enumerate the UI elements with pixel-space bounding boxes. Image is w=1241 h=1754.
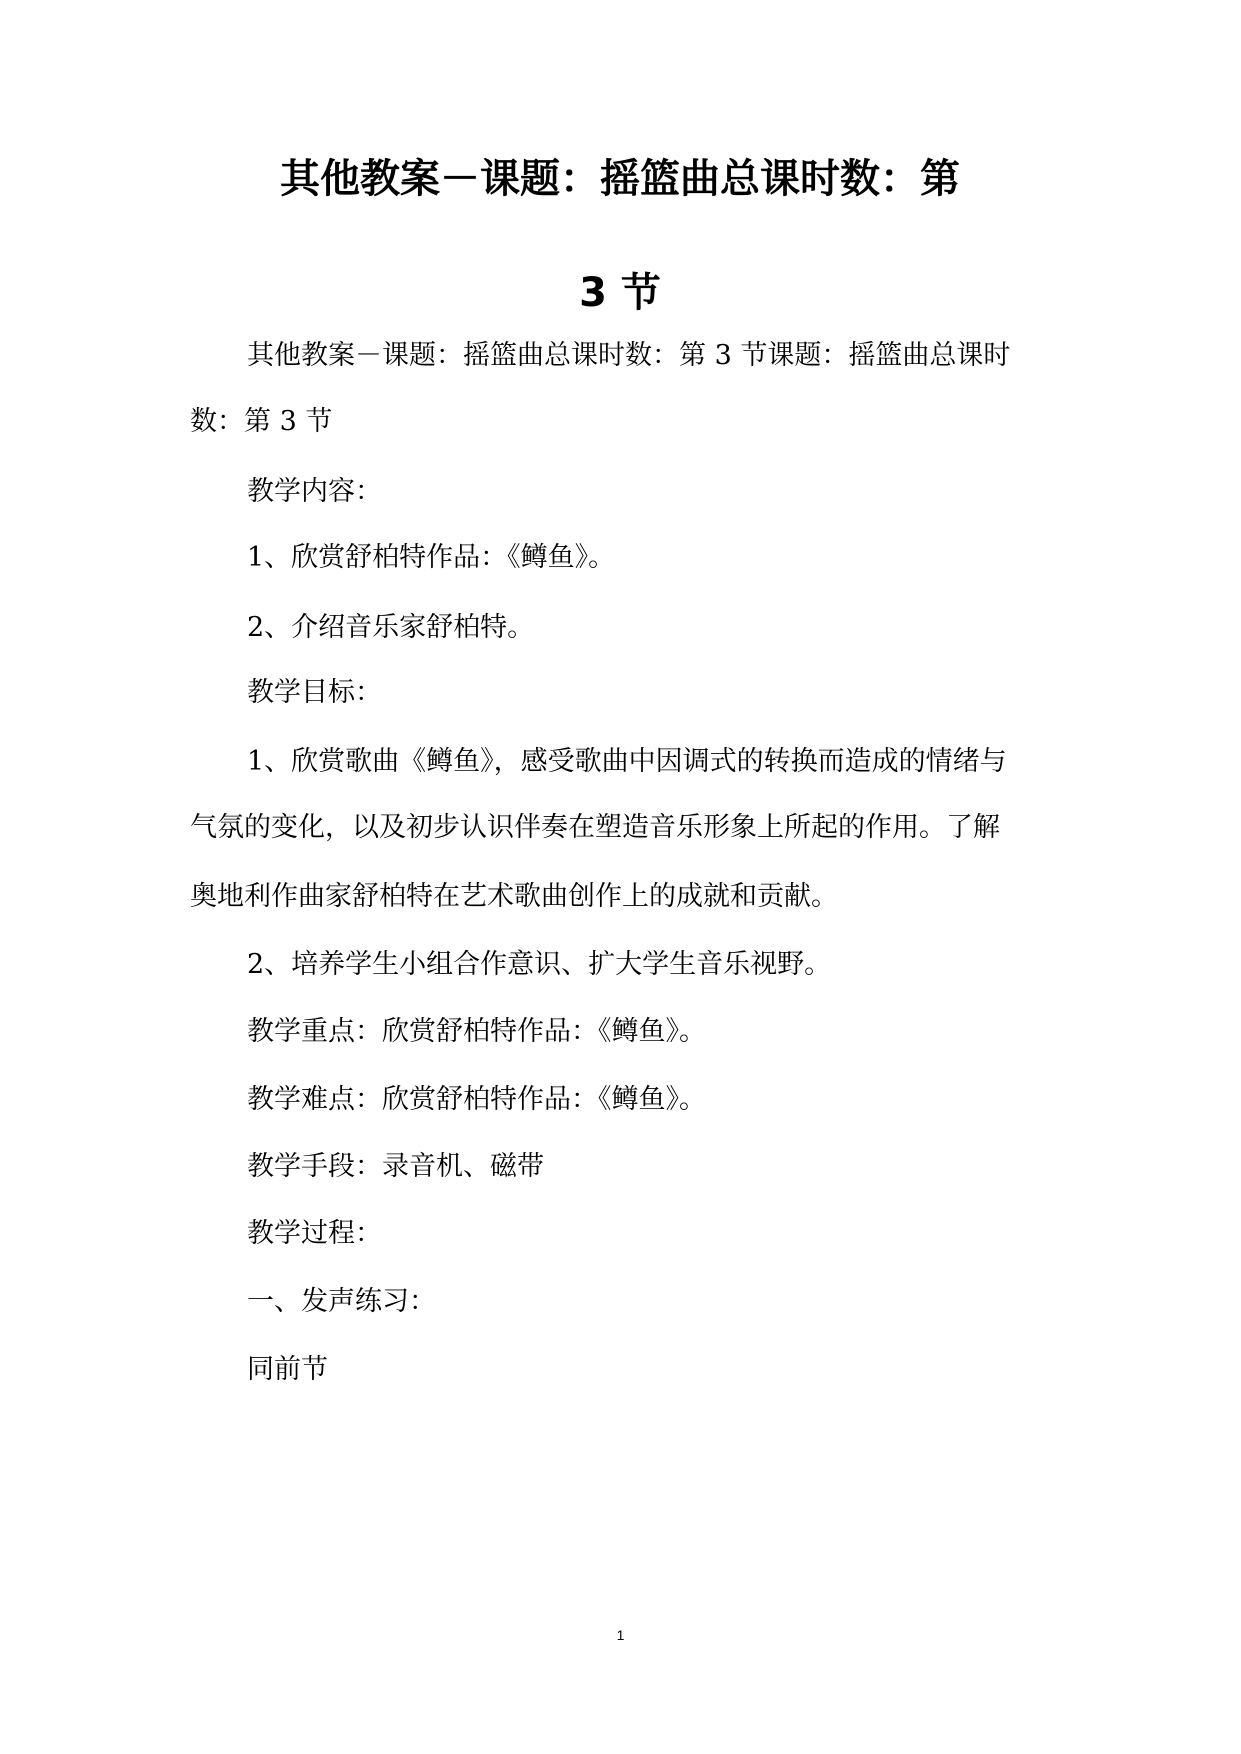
content-item-2: 2、介绍音乐家舒柏特。 [247, 612, 535, 643]
content-item-1: 1、欣赏舒柏特作品：《鳟鱼》。 [247, 542, 616, 573]
process-heading: 教学过程： [247, 1218, 382, 1249]
difficulty: 教学难点：欣赏舒柏特作品：《鳟鱼》。 [247, 1084, 706, 1115]
goal-item-2: 2、培养学生小组合作意识、扩大学生音乐视野。 [247, 949, 832, 980]
process-step-1-content: 同前节 [247, 1354, 328, 1385]
goal-item-1-line3: 奥地利作曲家舒柏特在艺术歌曲创作上的成就和贡献。 [190, 881, 838, 912]
intro-line2: 数：第 3 节 [190, 406, 333, 437]
goal-item-1-line2: 气氛的变化，以及初步认识伴奏在塑造音乐形象上所起的作用。了解 [190, 812, 1000, 843]
key-point: 教学重点：欣赏舒柏特作品：《鳟鱼》。 [247, 1016, 706, 1047]
content-heading: 教学内容： [247, 476, 382, 507]
document-title-line2: 3 节 [579, 270, 661, 316]
goal-heading: 教学目标： [247, 677, 382, 708]
process-step-1: 一、发声练习： [247, 1286, 436, 1317]
goal-item-1-line1: 1、欣赏歌曲《鳟鱼》，感受歌曲中因调式的转换而造成的情绪与 [247, 746, 1007, 777]
intro-line1: 其他教案－课题：摇篮曲总课时数：第 3 节课题：摇篮曲总课时 [247, 340, 1011, 371]
teaching-means: 教学手段：录音机、磁带 [247, 1151, 544, 1182]
page-number: 1 [616, 1627, 625, 1643]
document-title-line1: 其他教案－课题：摇篮曲总课时数：第 [280, 156, 960, 202]
